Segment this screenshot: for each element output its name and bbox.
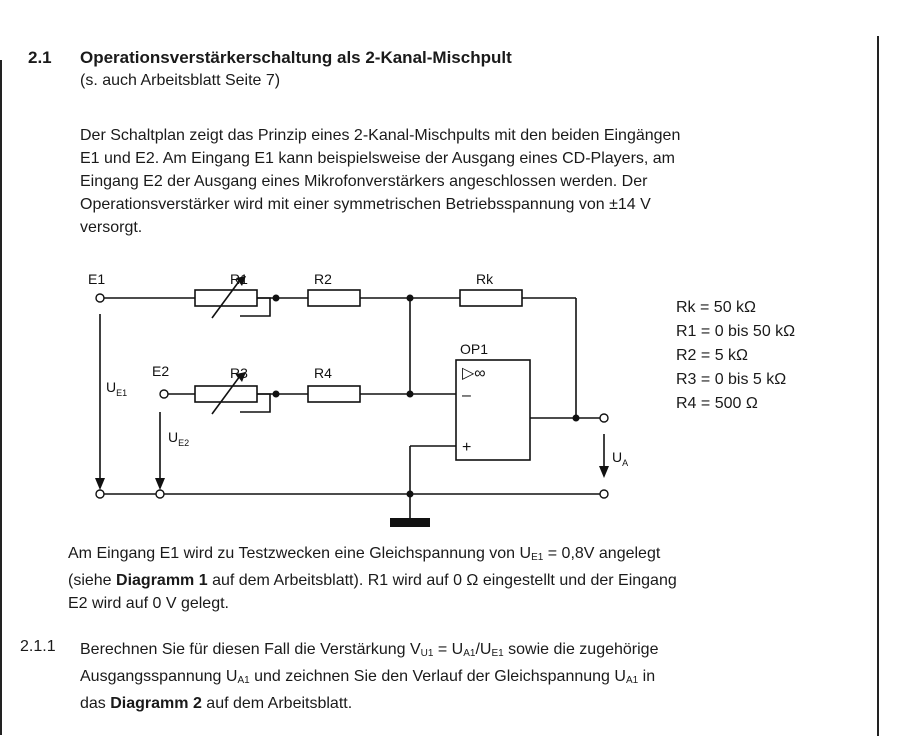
test-description [68, 542, 888, 615]
label-r3: R3 [230, 365, 248, 381]
task-line-1: Berechnen Sie für diesen Fall die Verstärkung $V_{U1} = U_{A1}/U_{E1}$ sowie die zugehörige [80, 641, 659, 659]
test-line-3: E2 wird auf 0 V gelegt. [68, 595, 229, 612]
resistor-values [676, 296, 795, 416]
label-r4: R4 [314, 365, 332, 381]
circuit-diagram [80, 266, 640, 536]
task-number: 2.1.1 [20, 638, 56, 655]
label-ue2-sub: E2 [178, 438, 190, 448]
value-r1: R1 = 0 bis 50 kΩ [676, 323, 796, 340]
label-ue1-main: U [106, 379, 117, 395]
section-subtitle: (s. auch Arbeitsblatt Seite 7) [80, 72, 281, 89]
section-title: Operationsverstärkerschaltung als 2-Kanal-Mischpult [80, 48, 512, 67]
opamp-minus-sign: – [462, 387, 471, 404]
diagram-1-ref: Diagramm 1 [116, 572, 208, 589]
value-rk: Rk = 50 kΩ [676, 299, 756, 316]
task-line-3: das Diagramm 2 auf dem Arbeitsblatt. [80, 695, 353, 712]
value-r2: R2 = 5 kΩ [676, 347, 748, 364]
label-ue1 [106, 379, 127, 398]
label-ua-sub: A [622, 458, 629, 468]
label-ue2-main: U [168, 429, 179, 445]
label-e1: E1 [88, 271, 106, 287]
intro-line: Operationsverstärker wird mit einer symmetrischen Betriebsspannung von ±14 V [80, 196, 651, 213]
diagram-2-ref: Diagramm 2 [110, 695, 202, 712]
label-rk: Rk [476, 271, 494, 287]
label-r2: R2 [314, 271, 332, 287]
label-e2: E2 [152, 363, 170, 379]
intro-line: Der Schaltplan zeigt das Prinzip eines 2-Kanal-Mischpults mit den beiden Eingängen [80, 127, 681, 144]
left-margin-line [0, 60, 2, 735]
section-number: 2.1 [28, 48, 52, 67]
value-r3: R3 = 0 bis 5 kΩ [676, 371, 787, 388]
label-ue1-sub: E1 [116, 388, 128, 398]
label-op1: OP1 [460, 341, 489, 357]
opamp-plus-sign: + [462, 439, 472, 456]
intro-line: versorgt. [80, 219, 143, 236]
label-ua-main: U [612, 449, 623, 465]
intro-line: E1 und E2. Am Eingang E1 kann beispielsweise der Ausgang eines CD-Players, am [80, 150, 676, 167]
value-r4: R4 = 500 Ω [676, 395, 758, 412]
label-ua [612, 449, 628, 468]
task-text [80, 638, 880, 715]
intro-paragraph [80, 124, 880, 239]
test-line-1: Am Eingang E1 wird zu Testzwecken eine Gleichspannung von $U_{E1} = 0,8V$ angelegt [68, 545, 661, 563]
opamp-infinity-symbol: ▷∞ [462, 365, 486, 382]
task-line-2: Ausgangsspannung $U_{A1}$ und zeichnen Sie den Verlauf der Gleichspannung $U_{A1}$ in [80, 668, 656, 686]
label-r1: R1 [230, 271, 248, 287]
test-line-2: (siehe Diagramm 1 auf dem Arbeitsblatt). R1 wird auf 0 Ω eingestellt und der Eingang [68, 572, 677, 589]
intro-line: Eingang E2 der Ausgang eines Mikrofonverstärkers angeschlossen werden. Der [80, 173, 648, 190]
label-ue2 [168, 429, 189, 448]
